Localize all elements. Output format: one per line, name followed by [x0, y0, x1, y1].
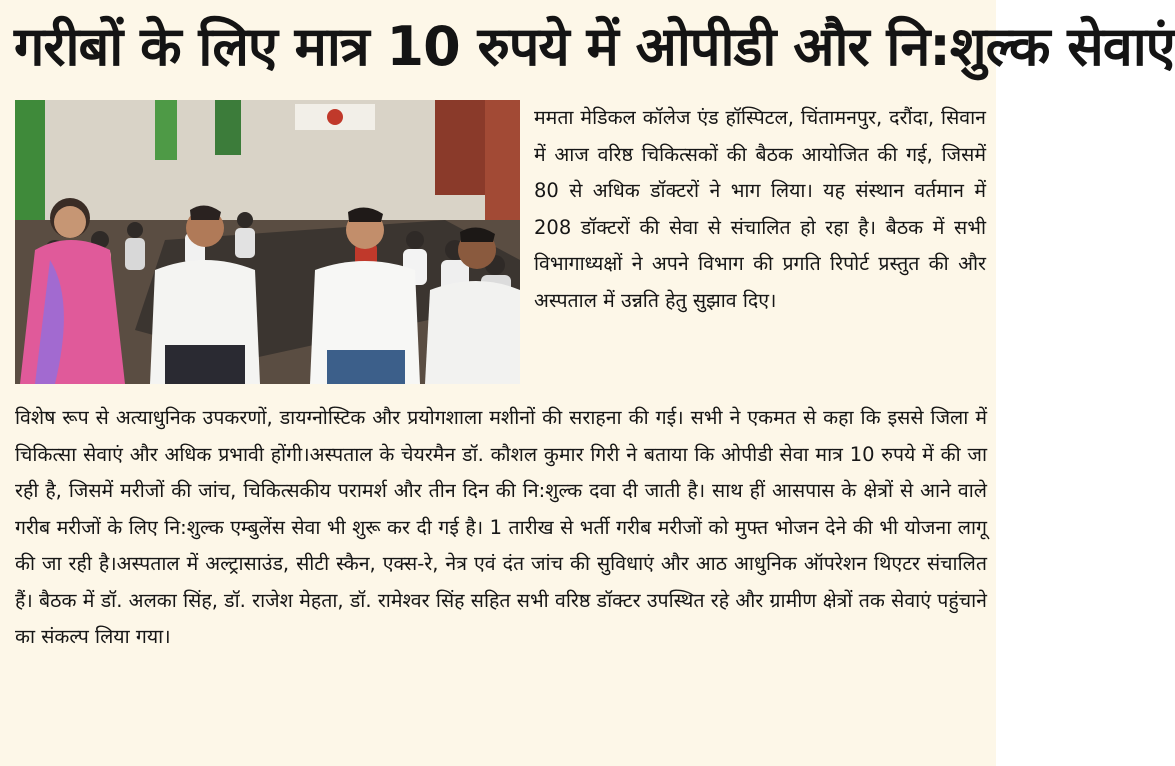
meeting-photo-icon	[15, 100, 520, 384]
article-intro-column: ममता मेडिकल कॉलेज एंड हॉस्पिटल, चिंतामनपुर, दरौंदा, सिवान में आज वरिष्ठ चिकित्सकों की बैठक आयोजित की गई, जिसमें 80 से अधिक डॉक्टरों ने भाग लिया। यह संस्थान वर्तमान में 208 डॉक्टरों की सेवा से संचालित हो रहा है। बैठक में सभी विभागाध्यक्षों ने अपने विभाग की प्रगति रिपोर्ट प्रस्तुत की और अस्पताल में उन्नति हेतु सुझाव दिए।	[534, 106, 986, 312]
headline: गरीबों के लिए मात्र 10 रुपये में ओपीडी और नि:शुल्क सेवाएं	[14, 15, 1175, 78]
article-body: विशेष रूप से अत्याधुनिक उपकरणों, डायग्नोस्टिक और प्रयोगशाला मशीनों की सराहना की गई। सभी ने एकमत से कहा कि इससे जिला में चिकित्सा सेवाएं और अधिक प्रभावी होंगी।अस्पताल के चेयरमैन डॉ. कौशल कुमार गिरी ने बताया कि ओपीडी सेवा मात्र 10 रुपये में की जा रही है, जिसमें मरीजों की जांच, चिकित्सकीय परामर्श और तीन दिन की नि:शुल्क दवा दी जाती है। साथ हीं आसपास के क्षेत्रों से आने वाले गरीब मरीजों के लिए नि:शुल्क एम्बुलेंस सेवा भी शुरू कर दी गई है। 1 तारीख से भर्ती गरीब मरीजों को मुफ्त भोजन देने की भी योजना लागू की जा रही है।अस्पताल में अल्ट्रासाउंड, सीटी स्कैन, एक्स-रे, नेत्र एवं दंत जांच की सुविधाएं और आठ आधुनिक ऑपरेशन थिएटर संचालित हैं। बैठक में डॉ. अलका सिंह, डॉ. राजेश मेहता, डॉ. रामेश्वर सिंह सहित सभी वरिष्ठ डॉक्टर उपस्थित रहे और ग्रामीण क्षेत्रों तक सेवाएं पहुंचाने का संकल्प लिया गया।	[15, 406, 987, 648]
meeting-photo	[15, 100, 520, 384]
